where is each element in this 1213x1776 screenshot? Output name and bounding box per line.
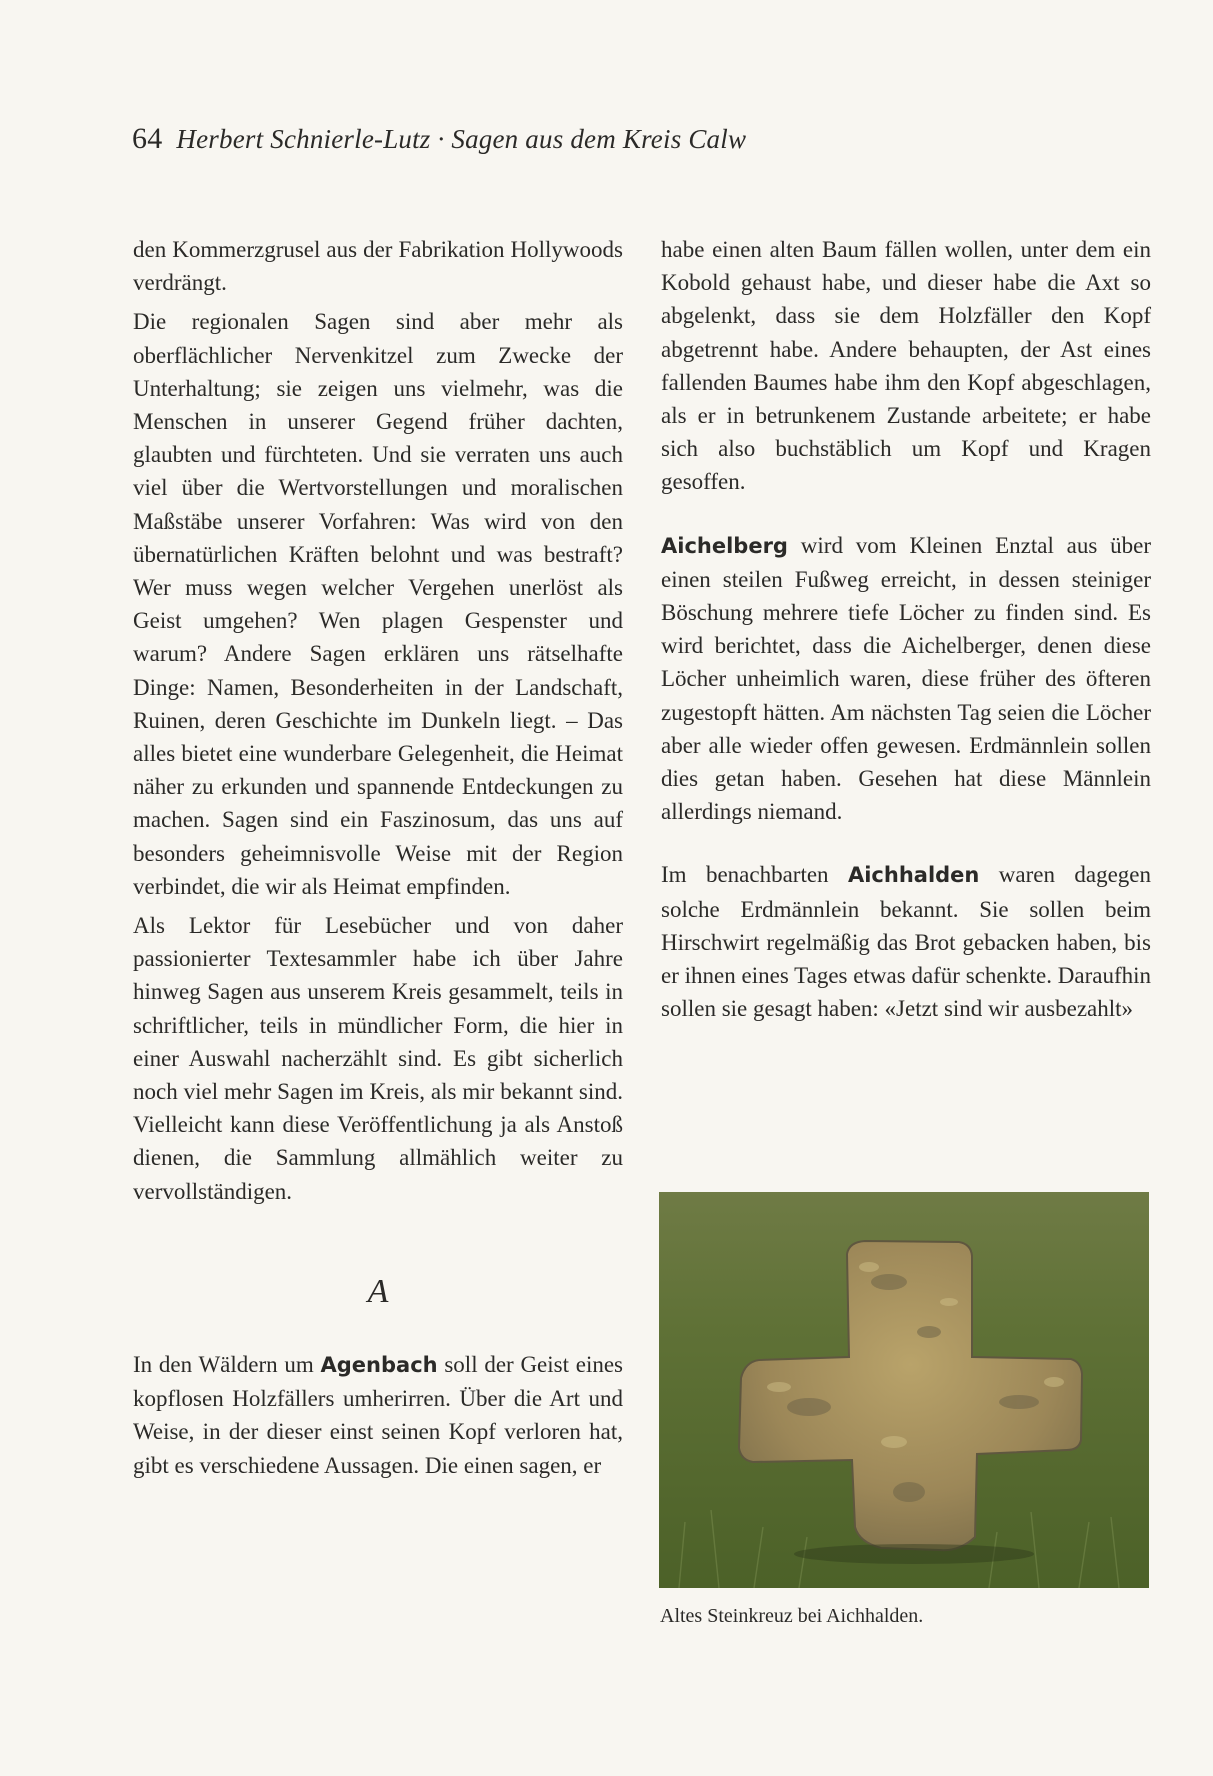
right-column <box>661 233 1151 1025</box>
stone-cross-illustration <box>659 1192 1149 1588</box>
running-header <box>132 122 746 156</box>
page-number: 64 <box>132 122 163 155</box>
stone-cross-photo <box>659 1192 1149 1588</box>
paragraph: Als Lektor für Lesebücher und von daher passionierter Textesammler habe ich über Jahre hinweg Sagen aus unserem Kreis gesammelt, teils in schriftlicher, teils in mündlicher Form, die hier in einer Auswahl nacherzählt sind. Es gibt sicherlich noch viel mehr Sagen im Kreis, als mir bekannt sind. Vielleicht kann diese Veröffentlichung ja als Anstoß dienen, die Sammlung allmählich weiter zu vervollständigen. <box>133 913 623 1204</box>
text-run: Im benachbarten <box>661 862 848 888</box>
text-run: waren dagegen solche Erdmännlein bekannt. Sie sollen beim Hirschwirt regelmäßig das Brot gebacken haben, bis er ihnen eines Tages etwas dafür schenkte. Daraufhin sollen sie gesagt haben: «Jetzt sind wir ausbezahlt» <box>661 862 1151 1022</box>
left-column <box>133 233 623 1482</box>
paragraph <box>661 529 1151 829</box>
place-name: Agenbach <box>320 1352 438 1377</box>
place-name: Aichelberg <box>661 533 788 558</box>
paragraph <box>661 858 1151 1025</box>
paragraph: habe einen alten Baum fällen wollen, unter dem ein Kobold gehaust habe, und dieser habe die Axt so abgelenkt, dass sie dem Holzfäller den Kopf abgetrennt habe. Andere behaupten, der Ast eines fallenden Baumes habe ihm den Kopf abgeschlagen, als er in betrunkenem Zustande arbeitete; er habe sich also buchstäblich um Kopf und Kragen gesoffen. <box>661 237 1151 495</box>
paragraph <box>133 1348 623 1482</box>
text-run: In den Wäldern um <box>133 1351 321 1377</box>
text-run: soll der Geist eines kopflosen Holzfällers umherirren. Über die Art und Weise, in der dieser einst seinen Kopf verloren hat, gibt es verschiedene Aussagen. Die einen sagen, er <box>133 1351 623 1478</box>
section-letter: A <box>367 1272 389 1310</box>
text-run: wird vom Kleinen Enztal aus über einen steilen Fußweg erreicht, in dessen steiniger Böschung mehrere tiefe Löcher zu finden sind. Es wird berichtet, dass die Aichelberger, denen diese Löcher unheimlich waren, diese früher des öfteren zugestopft hätten. Am nächsten Tag seien die Löcher aber alle wieder offen gewesen. Erdmännlein sollen dies getan haben. Gesehen hat diese Männlein allerdings niemand. <box>661 532 1151 825</box>
photo-caption: Altes Steinkreuz bei Aichhalden. <box>660 1605 924 1627</box>
running-title: Herbert Schnierle-Lutz · Sagen aus dem Kreis Calw <box>176 124 747 154</box>
paragraph: Die regionalen Sagen sind aber mehr als oberflächlicher Nervenkitzel zum Zwecke der Unterhaltung; sie zeigen uns vielmehr, was die Menschen in unserer Gegend früher dachten, glaubten und fürchteten. Und sie verraten uns auch viel über die Wertvorstellungen und moralischen Maßstäbe unserer Vorfahren: Was wird von den übernatürlichen Kräften belohnt und was bestraft? Wer muss wegen welcher Vergehen unerlöst als Geist umgehen? Wen plagen Gespenster und warum? Andere Sagen erklären uns rätselhafte Dinge: Namen, Besonderheiten in der Landschaft, Ruinen, deren Geschichte im Dunkeln liegt. – Das alles bietet eine wunderbare Gelegenheit, die Heimat näher zu erkunden und spannende Entdeckungen zu machen. Sagen sind ein Faszinosum, das uns auf besonders geheimnisvolle Weise mit der Region verbindet, die wir als Heimat empfinden. <box>133 309 623 899</box>
paragraph: den Kommerzgrusel aus der Fabrikation Hollywoods verdrängt. <box>133 237 623 296</box>
place-name: Aichhalden <box>847 863 980 888</box>
